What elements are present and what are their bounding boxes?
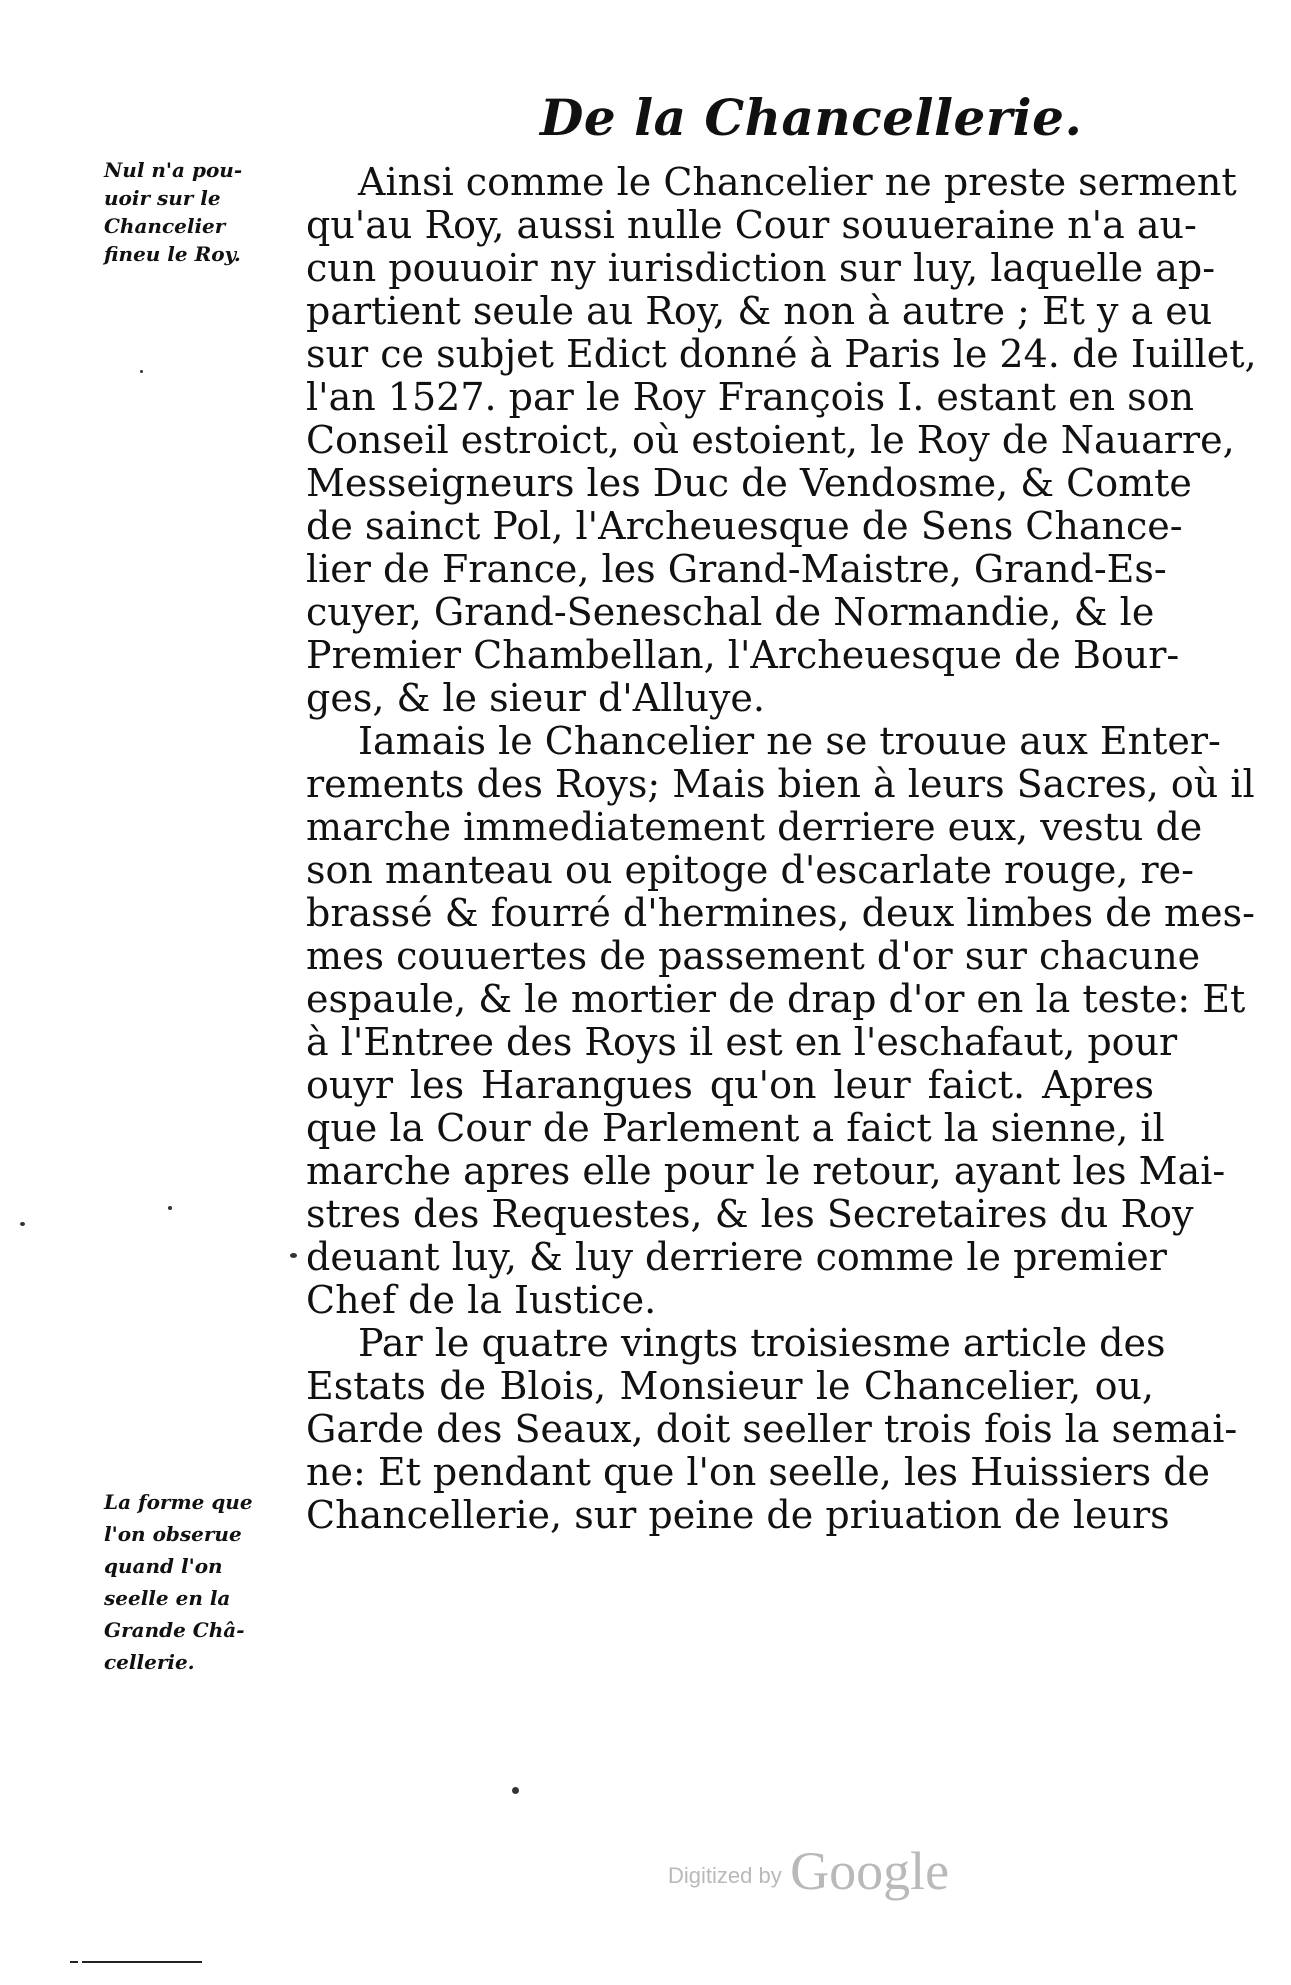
body-line: espaule, & le mortier de drap d'or en la teste: Et <box>306 977 1246 1021</box>
body-line: brassé & fourré d'hermines, deux limbes de mes- <box>306 891 1255 935</box>
body-line: de sainct Pol, l'Archeuesque de Sens Chance- <box>306 504 1183 548</box>
body-line: Iamais le Chancelier ne se trouue aux Enter- <box>358 719 1221 763</box>
body-line: mes couuertes de passement d'or sur chacune <box>306 934 1201 978</box>
margin-note-line: fineu le Roy. <box>104 242 241 266</box>
body-line: que la Cour de Parlement a faict la sienne, il <box>306 1106 1165 1150</box>
watermark-small-text: Digitized by <box>668 1863 782 1888</box>
body-line: l'an 1527. par le Roy François I. estant en son <box>306 375 1195 419</box>
body-line: Par le quatre vingts troisiesme article des <box>358 1321 1166 1365</box>
body-line: ges, & le sieur d'Alluye. <box>306 676 765 720</box>
footer-tick <box>70 1961 78 1963</box>
body-line: Conseil estroict, où estoient, le Roy de Nauarre, <box>306 418 1235 462</box>
body-line: Chef de la Iustice. <box>306 1278 657 1322</box>
body-line: ne: Et pendant que l'on seelle, les Huissiers de <box>306 1450 1211 1494</box>
running-title: De la Chancellerie. <box>540 88 1083 147</box>
body-line: son manteau ou epitoge d'escarlate rouge, re- <box>306 848 1194 892</box>
body-line: Chancellerie, sur peine de priuation de leurs <box>306 1493 1170 1537</box>
body-line: Garde des Seaux, doit seeller trois fois la semai- <box>306 1407 1238 1451</box>
ink-speck <box>20 1222 25 1226</box>
body-line: deuant luy, & luy derriere comme le premier <box>306 1235 1167 1279</box>
margin-note-line: quand l'on <box>104 1554 223 1578</box>
body-line: qu'au Roy, aussi nulle Cour souueraine n'a au- <box>306 203 1197 247</box>
body-line: marche immediatement derriere eux, vestu de <box>306 805 1203 849</box>
margin-note-line: La forme que <box>104 1490 253 1514</box>
body-line: Estats de Blois, Monsieur le Chancelier, ou, <box>306 1364 1154 1408</box>
body-line: Messeigneurs les Duc de Vendosme, & Comte <box>306 461 1192 505</box>
body-line: marche apres elle pour le retour, ayant les Mai- <box>306 1149 1226 1193</box>
margin-note-line: seelle en la <box>104 1586 231 1610</box>
body-line: Ainsi comme le Chancelier ne preste serment <box>358 160 1237 204</box>
margin-note-line: l'on obserue <box>104 1522 242 1546</box>
body-line: partient seule au Roy, & non à autre ; Et y a eu <box>306 289 1213 333</box>
margin-note-line: cellerie. <box>104 1650 195 1674</box>
ink-speck <box>512 1787 519 1794</box>
body-line: lier de France, les Grand-Maistre, Grand-Es- <box>306 547 1167 591</box>
margin-note-line: Nul n'a pou- <box>104 158 243 182</box>
body-line: cuyer, Grand-Seneschal de Normandie, & le <box>306 590 1155 634</box>
body-line: Premier Chambellan, l'Archeuesque de Bour- <box>306 633 1180 677</box>
body-line: stres des Requestes, & les Secretaires du Roy <box>306 1192 1194 1236</box>
ink-speck <box>290 1253 297 1258</box>
body-line: rements des Roys; Mais bien à leurs Sacres, où il <box>306 762 1255 806</box>
body-line: sur ce subjet Edict donné à Paris le 24. de Iuillet, <box>306 332 1257 376</box>
margin-note-line: Chancelier <box>104 214 226 238</box>
body-line: cun pouuoir ny iurisdiction sur luy, laquelle ap- <box>306 246 1216 290</box>
watermark-logo-text: Google <box>790 1841 950 1901</box>
footer-rule <box>82 1961 202 1963</box>
digitized-by-watermark <box>668 1840 949 1902</box>
margin-note-line: Grande Châ- <box>104 1618 245 1642</box>
body-line: ouyr les Harangues qu'on leur faict. Apres <box>306 1063 1154 1107</box>
margin-note-line: uoir sur le <box>104 186 221 210</box>
ink-speck <box>168 1206 172 1210</box>
body-line: à l'Entree des Roys il est en l'eschafaut, pour <box>306 1020 1178 1064</box>
ink-speck <box>140 370 143 373</box>
